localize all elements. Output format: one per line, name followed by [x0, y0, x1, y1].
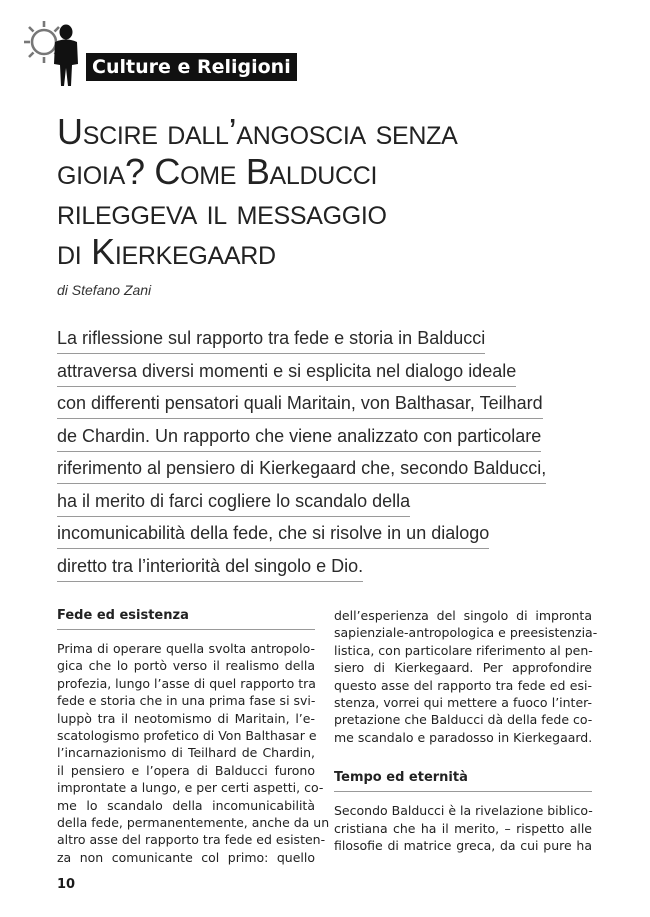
abstract-line: diretto tra l’interiorità del singolo e Dio.: [57, 554, 577, 578]
body-line: siero di Kierkegaard. Per approfondire: [334, 660, 592, 676]
body-line: l’incarnazionismo di Teilhard de Chardin,: [57, 745, 315, 761]
body-line: za non comunicante col primo: quello: [57, 849, 315, 865]
abstract-line: incomunicabilità della fede, che si risolve in un dialogo: [57, 521, 577, 545]
body-line: Prima di operare quella svolta antropolo-: [57, 641, 315, 656]
body-column-left: [57, 607, 330, 866]
body-line: profezia, lungo l’asse di quel rapporto tra: [57, 675, 316, 691]
abstract-line: riferimento al pensiero di Kierkegaard che, secondo Balducci,: [57, 456, 577, 480]
body-column-right: [334, 607, 598, 854]
article-author: di Stefano Zani: [57, 282, 152, 298]
title-line: gioia? Come Balducci: [57, 151, 378, 192]
body-line: sapienziale-antropologica e preesistenzia-: [334, 625, 598, 641]
body-line: fede e storia che in una prima fase si svi-: [57, 693, 316, 709]
title-line: Uscire dall’angoscia senza: [57, 111, 458, 152]
body-line: il pensiero e l’opera di Balducci furono: [57, 762, 315, 778]
body-line: cristiana che ha il merito, – rispetto alle: [334, 820, 592, 836]
body-line: altro asse del rapporto tra fede ed esisten-: [57, 832, 326, 848]
section-label: Culture e Religioni: [86, 53, 297, 81]
body-line: gica che lo portò verso il realismo della: [57, 658, 315, 674]
sun-figure-logo-icon: [24, 18, 88, 86]
body-line: filosofie di matrice greca, da cui pure ha: [334, 837, 592, 853]
abstract-line: attraversa diversi momenti e si esplicita nel dialogo ideale: [57, 359, 577, 383]
body-line: della fede, permanentemente, anche da un: [57, 814, 330, 830]
section-heading: Tempo ed eternità: [334, 769, 592, 792]
body-line: Secondo Balducci è la rivelazione biblico-: [334, 803, 593, 819]
abstract-line: La riflessione sul rapporto tra fede e storia in Balducci: [57, 326, 577, 350]
body-line: questo asse del rapporto tra fede ed esi-: [334, 677, 592, 693]
abstract-line: ha il merito di farci cogliere lo scandalo della: [57, 489, 577, 513]
body-line: improntate a lungo, e per certi aspetti, co-: [57, 780, 324, 796]
body-line: stenza, vorrei qui mettere a fuoco l’inter-: [334, 694, 592, 710]
section-heading: Fede ed esistenza: [57, 607, 315, 630]
title-line: di Kierkegaard: [57, 231, 276, 272]
page-number: 10: [57, 877, 76, 892]
body-line: luppò tra il neotomismo di Maritain, l’e-: [57, 710, 315, 726]
article-abstract: [57, 326, 577, 586]
body-line: listica, con particolare riferimento al pen-: [334, 642, 593, 658]
body-line: pretazione che Balducci dà della fede co-: [334, 712, 593, 728]
abstract-line: de Chardin. Un rapporto che viene analizzato con particolare: [57, 424, 577, 448]
body-line: me lo scandalo della incomunicabilità: [57, 797, 315, 813]
body-line: me scandalo e paradosso in Kierkegaard.: [334, 729, 593, 745]
abstract-line: con differenti pensatori quali Maritain, von Balthasar, Teilhard: [57, 391, 577, 415]
article-title: [57, 112, 577, 272]
title-line: rileggeva il messaggio: [57, 191, 387, 232]
body-line: dell’esperienza del singolo di impronta: [334, 608, 592, 623]
body-line: scatologismo profetico di Von Balthasar e: [57, 727, 317, 743]
